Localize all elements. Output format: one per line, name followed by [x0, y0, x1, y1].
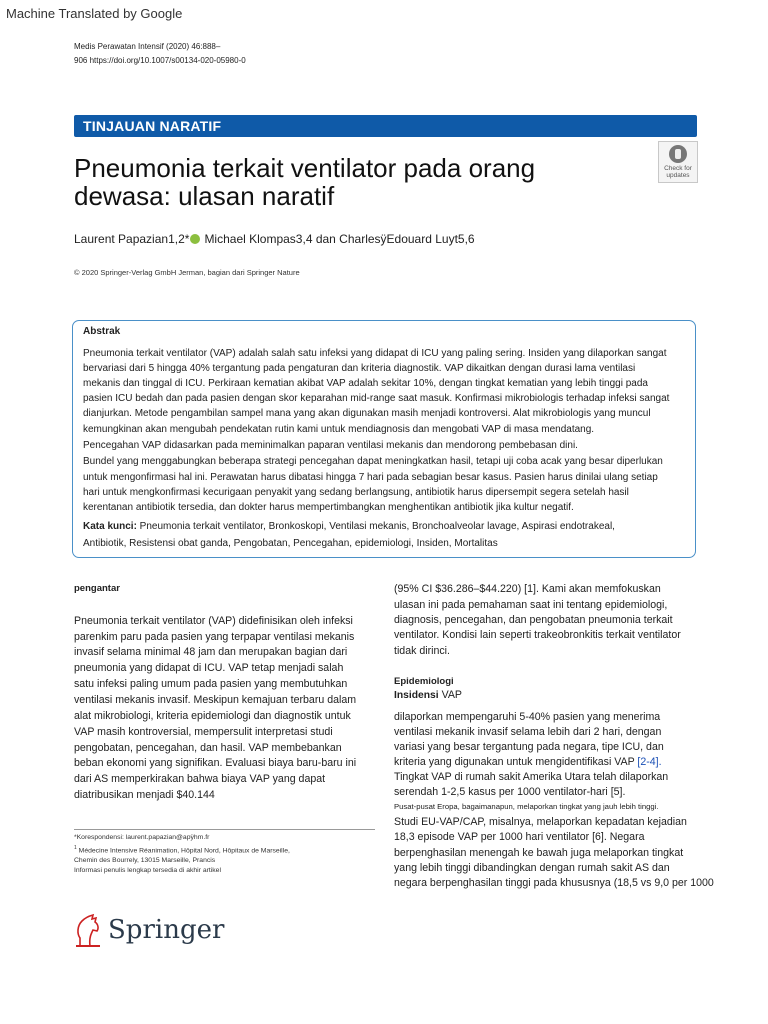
check-for-updates-badge[interactable] [658, 141, 698, 183]
machine-translation-banner: Machine Translated by Google [6, 6, 183, 21]
body-line: ulasan ini pada pemahaman saat ini tentang epidemiologi, [394, 599, 668, 611]
affiliation-marker: 1 [74, 845, 77, 851]
body-line: beban ekonomi yang signifikan. Evaluasi biaya baru-baru ini [74, 757, 357, 769]
intro-heading: pengantar [74, 583, 120, 594]
body-line: pengobatan, pencegahan, dan hasil. VAP membebankan [74, 742, 342, 754]
body-line: ventilasi mekanis invasif. Meskipun kemajuan terbaru dalam [74, 694, 357, 706]
body-line: satu infeksi paling umum pada pasien yang membutuhkan [74, 678, 348, 690]
abstract-line: untuk mengonfirmasi hal ini. Perawatan harus dibatasi hingga 7 hari pada sebagian besar kasus. Pasien harus dinilai ulang setiap [83, 472, 658, 483]
doi-line[interactable]: 906 https://doi.org/10.1007/s00134-020-05980-0 [74, 56, 246, 65]
abstract-line: bervariasi dari 5 hingga 40% tergantung pada pengaturan dan kriteria diagnostik. VAP dikaitkan dengan durasi lama ventilasi [83, 363, 636, 374]
body-line: diagnosis, pencegahan, dan pengobatan pneumonia terkait [394, 614, 673, 626]
copyright-notice: © 2020 Springer-Verlag GmbH Jerman, bagian dari Springer Nature [74, 268, 300, 277]
body-line-with-ref [394, 756, 662, 768]
body-line: negara berpenghasilan tinggi pada khususnya (18,5 vs 9,0 per 1000 [394, 877, 714, 889]
keywords-line-2: Antibiotik, Resistensi obat ganda, Pengobatan, Pencegahan, epidemiologi, Insiden, Mortalitas [83, 538, 498, 549]
body-line: variasi yang besar tergantung pada negara, tipe ICU, dan [394, 741, 664, 753]
keywords-line-1 [83, 521, 615, 532]
author-first[interactable]: Laurent Papazian1,2* [74, 232, 190, 246]
article-title [74, 154, 634, 210]
small-body-line: Pusat-pusat Eropa, bagaimanapun, melaporkan tingkat yang jauh lebih tinggi. [394, 802, 659, 811]
affiliation-text-1: Médecine Intensive Réanimation, Hôpital Nord, Hôpitaux de Marseille, [78, 847, 290, 855]
incidence-heading-line [394, 689, 462, 701]
article-type-label: TINJAUAN NARATIF [83, 118, 222, 134]
abstract-line: Bundel yang menggabungkan beberapa strategi pencegahan dapat meningkatkan hasil, tetapi uji coba acak yang besar diperlukan [83, 456, 663, 467]
title-line-1: Pneumonia terkait ventilator pada orang [74, 153, 536, 183]
abstract-line: pasien ICU bedah dan pada pasien dengan skor keparahan mid-range saat masuk. Konfirmasi mikrobiologis terhadap infeksi sangat [83, 393, 670, 404]
body-line: dari AS memperkirakan bahwa biaya VAP yang dapat [74, 773, 326, 785]
article-type-band [74, 115, 697, 137]
body-line: ventilasi mekanik invasif selama lebih dari 2 hari, dengan [394, 726, 662, 738]
abstract-line: mekanis dan tinggal di ICU. Perkiraan kematian akibat VAP adalah sekitar 10%, dengan tingkat kematian yang lebih tinggi pada [83, 378, 648, 389]
body-line: yang lebih tinggi dibandingkan dengan rumah sakit AS dan [394, 862, 670, 874]
body-line: Studi EU-VAP/CAP, misalnya, melaporkan kepadatan kejadian [394, 816, 687, 828]
body-line: VAP masih kontroversial, mempersulit interpretasi studi [74, 726, 333, 738]
incidence-heading: Insidensi [394, 690, 439, 701]
publisher-logo [74, 912, 224, 948]
abstract-line: Pneumonia terkait ventilator (VAP) adalah salah satu infeksi yang didapat di ICU yang paling sering. Insiden yang dilaporkan sangat [83, 348, 667, 359]
check-updates-line-2: updates [666, 172, 690, 179]
abstract-line: dianjurkan. Metode pengambilan sampel mana yang akan digunakan masih menjadi kontroversi. Alat mikrobiologis yang muncul [83, 408, 651, 419]
check-updates-line-1: Check for [664, 165, 692, 172]
body-line: alat mikrobiologi, kriteria epidemiologi dan diagnostik untuk [74, 710, 351, 722]
affiliation-footnote-1 [74, 845, 290, 854]
correspondence-footnote[interactable]: *Korespondensi: laurent.papazian@apÿhm.fr [74, 834, 210, 841]
body-line: pneumonia yang didapat di ICU. VAP tetap menjadi salah [74, 662, 344, 674]
abstract-line: kemungkinan akan mengubah pendekatan rutin kami untuk mendiagnosis dan mengobati VAP di masa mendatang. [83, 424, 595, 435]
abstract-heading: Abstrak [83, 326, 121, 337]
check-updates-icon [669, 145, 687, 163]
keywords-text-1: Pneumonia terkait ventilator, Bronkoskopi, Ventilasi mekanis, Bronchoalveolar lavage, Aspirasi endotrakeal, [136, 521, 615, 532]
body-line-text: kriteria yang digunakan untuk mengidentifikasi VAP [394, 756, 638, 768]
author-list [74, 232, 475, 246]
abstract-line: kerentanan antibiotik tersedia, dan dokter harus mempertimbangkan menghentikan antibiotik jika kultur negatif. [83, 502, 574, 513]
body-line: serendah 1-2,5 kasus per 1000 ventilator-hari [5]. [394, 786, 626, 798]
abstract-line: Pencegahan VAP didasarkan pada meminimalkan paparan ventilasi mekanis dan mendorong pembebasan dini. [83, 440, 578, 451]
affiliation-footnote-2: Chemin des Bourrely, 13015 Marseille, Prancis [74, 857, 216, 864]
body-line: 18,3 episode VAP per 1000 hari ventilator [6]. Negara [394, 831, 645, 843]
orcid-icon[interactable] [190, 234, 200, 244]
author-info-footnote: Informasi penulis lengkap tersedia di akhir artikel [74, 867, 221, 874]
body-line: Pneumonia terkait ventilator (VAP) didefinisikan oleh infeksi [74, 615, 353, 627]
body-line: parenkim paru pada pasien yang terpapar ventilasi mekanis [74, 631, 355, 643]
abstract-line: hari untuk mengkonfirmasi kecurigaan penyakit yang sedang berlangsung, antibiotik harus dipersempit segera setelah hasil [83, 487, 629, 498]
body-line: dilaporkan mempengaruhi 5-40% pasien yang menerima [394, 711, 661, 723]
incidence-heading-suffix: VAP [438, 689, 462, 701]
body-line: (95% CI $36.286–$44.220) [1]. Kami akan memfokuskan [394, 583, 661, 595]
body-line: Tingkat VAP di rumah sakit Amerika Utara telah dilaporkan [394, 771, 669, 783]
body-line: ventilator. Kondisi lain seperti trakeobronkitis terkait ventilator [394, 629, 681, 641]
title-line-2: dewasa: ulasan naratif [74, 181, 335, 211]
springer-horse-icon [74, 912, 102, 948]
journal-citation: Medis Perawatan Intensif (2020) 46:888– [74, 42, 221, 51]
footnote-divider [74, 829, 375, 830]
body-line: invasif selama minimal 48 jam dan merupakan bagian dari [74, 646, 348, 658]
author-rest[interactable]: Michael Klompas3,4 dan CharlesÿEdouard Luyt5,6 [204, 232, 475, 246]
publisher-name: Springer [108, 915, 225, 945]
keywords-label: Kata kunci: [83, 521, 137, 532]
body-line: tidak dirinci. [394, 645, 450, 657]
body-line: diatribusikan menjadi $40.144 [74, 789, 215, 801]
epidemiology-heading: Epidemiologi [394, 676, 454, 687]
body-line: berpenghasilan menengah ke bawah juga melaporkan tingkat [394, 847, 684, 859]
reference-link[interactable]: [2-4]. [637, 756, 662, 768]
